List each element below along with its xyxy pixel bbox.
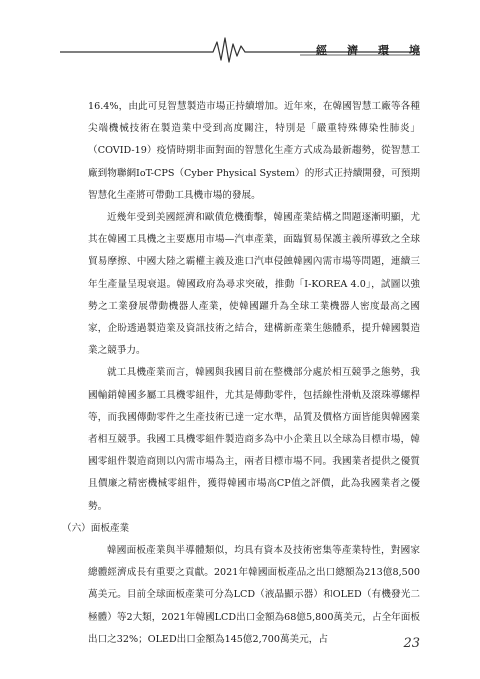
paragraph-korea-industry: 近幾年受到美國經濟和歐債危機衝擊，韓國產業結構之問題逐漸明顯，尤其在韓國工具機之主要應用市場—汽車產業，面臨貿易保護主義所導致之全球貿易摩擦、中國大陸之霸權主義及進口汽車侵蝕韓國內需市場等問題，連續三年生產量呈現衰退。韓國政府為尋求突破，推動「I-KOREA 4.0」，試圖以強勢之工業發展帶動機器人產業，使韓國躍升為全球工業機器人密度最高之國家，企盼透過製造業及資訊技術之結合，建構新產業生態體系，提升韓國製造業之競爭力。 <box>88 212 420 357</box>
paragraph-machine-tools: 就工具機產業而言，韓國與我國目前在整機部分處於相互競爭之態勢，我國輸銷韓國多屬工具機零組件，尤其是傳動零件，包括線性滑軌及滾珠導螺桿等，而我國傳動零件之生產技術已達一定水準，品質及價格方面皆能與韓國業者相互競爭。我國工具機零組件製造商多為中小企業且以全球為目標市場，韓國零組件製造商則以內需市場為主，兩者目標市場不同。我國業者提供之優質且價廉之精密機械零組件，獲得韓國市場高CP值之評價，此為我國業者之優勢。 <box>88 367 420 512</box>
section-title-char: 濟 <box>347 44 358 57</box>
section-title <box>316 42 420 58</box>
section-title-char: 境 <box>409 44 420 57</box>
paragraph-smart-manufacturing: 16.4%，由此可見智慧製造市場正持續增加。近年來，在韓國智慧工廠等各種尖端機械技術在製造業中受到高度關注，特別是「嚴重特殊傳染性肺炎」（COVID-19）疫情時期非面對面的智慧化生產方式成為最新趨勢，從智慧工廠到物聯網IoT-CPS（Cyber Physical System）的形式正持續開發，可預期智慧化生產將可帶動工具機市場的發展。 <box>88 101 420 201</box>
page-number: 23 <box>403 636 420 651</box>
section-title-char: 環 <box>378 44 389 57</box>
section-title-char: 經 <box>316 44 327 57</box>
subsection-heading: （六）面板產業 <box>62 522 130 534</box>
page-header <box>0 28 480 68</box>
paragraph-panel-industry: 韓國面板產業與半導體類似，均具有資本及技術密集等產業特性，對國家總體經濟成長有重要之貢獻。2021年韓國面板產品之出口總額為213億8,500萬美元。目前全球面板產業可分為LCD（液晶顯示器）和OLED（有機發光二極體）等2大類，2021年韓國LCD出口金額為68億5,800萬美元，占全年面板出口之32%；OLED出口金額為145億2,700萬美元，占 <box>88 545 420 645</box>
page-body <box>62 96 420 651</box>
